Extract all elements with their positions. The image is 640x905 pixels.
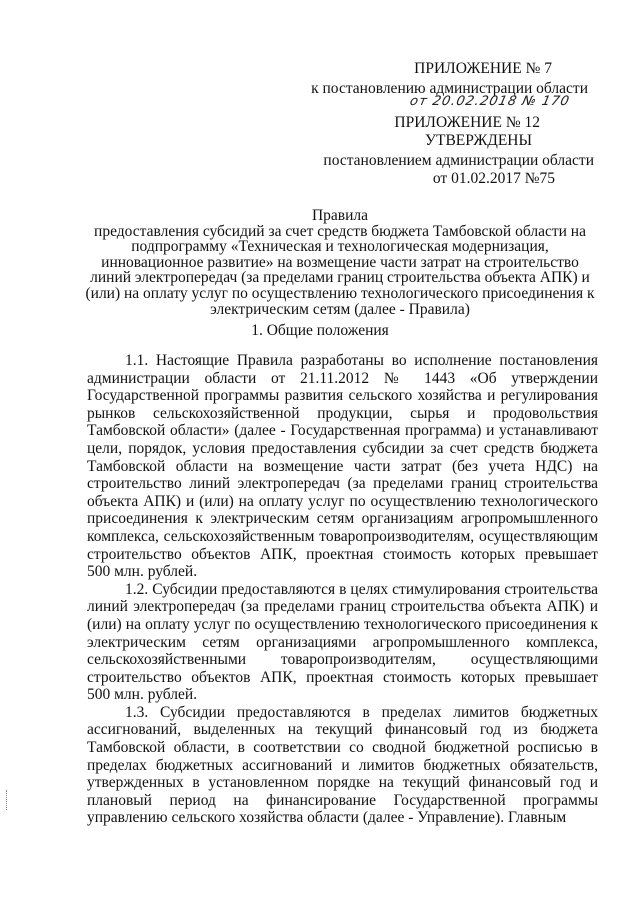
appendix-7-heading: ПРИЛОЖЕНИЕ № 7 [414,60,552,77]
paragraph-line: 1.2. Субсидии предоставляются в целях стимулирования строительства [125,580,598,598]
paragraph-line: 500 млн. рублей. [87,563,198,581]
approved-heading: УТВЕРЖДЕНЫ [425,132,532,149]
paragraph-line: линий электропередач (за пределами границ строительства объекта АПК) и [87,598,598,616]
paragraph-line: плановый период на финансирование Государственной программы [87,791,598,809]
document-title [80,208,600,317]
appendix-12-heading: ПРИЛОЖЕНИЕ № 12 [394,114,540,131]
paragraph-line: администрации области от 21.11.2012 № 1443 «Об утверждении [87,369,598,387]
appendix-7-reference: к постановлению администрации области [311,80,588,97]
paragraph-line: сельскохозяйственными товаропроизводителям, осуществляющими [87,651,598,669]
section-heading: 1. Общие положения [251,322,389,339]
paragraph-line: пределах бюджетных ассигнований и лимитов бюджетных обязательств, [87,756,598,774]
approved-date-line: от 01.02.2017 №75 [432,170,555,187]
paragraph-line: управлению сельского хозяйства области (далее - Управление). Главным [87,809,567,827]
paragraph-line: объекта АПК) и (или) на оплату услуг по осуществлению технологического [87,492,598,510]
paragraph-2 [87,581,598,704]
title-line: линий электропередач (за пределами границ строительства объекта АПК) и [90,269,590,287]
paragraph-line: присоединения к электрическим сетям организациям агропромышленного [87,510,598,528]
paragraph-3 [87,704,598,827]
paragraph-line: Государственной программы развития сельского хозяйства и регулирования [87,387,598,405]
paragraph-line: (или) на оплату услуг по осуществлению технологического присоединения к [87,615,598,633]
body-text [87,352,598,827]
title-head: Правила [311,207,369,224]
paragraph-1 [87,352,598,581]
paragraph-line: Тамбовской области на возмещение части затрат (без учета НДС) на [87,457,598,475]
paragraph-line: электрическим сетям организациями агропромышленного комплекса, [87,633,598,651]
paragraph-line: строительство объектов АПК, проектная стоимость которых превышает [87,668,598,686]
paragraph-line: 1.3. Субсидии предоставляются в пределах лимитов бюджетных [125,703,598,721]
paragraph-line: строительство линий электропередач (за пределами границ строительства [87,475,598,493]
margin-mark [6,790,9,810]
handwritten-date-number: от 20.02.2018 № 170 [408,94,572,109]
paragraph-line: Тамбовской области, в соответствии со сводной бюджетной росписью в [87,739,598,757]
paragraph-line: ассигнований, выделенных на текущий финансовый год из бюджета [87,721,598,739]
paragraph-line: 500 млн. рублей. [87,686,198,704]
paragraph-line: комплекса, сельскохозяйственным товаропроизводителям, осуществляющим [87,527,598,545]
title-line: инновационное развитие» на возмещение части затрат на строительство [101,253,579,271]
approved-by-line: постановлением администрации области [323,152,594,169]
title-line: (или) на оплату услуг по осуществлению технологического присоединения к [85,284,595,302]
title-line: подпрограмму «Техническая и технологическая модернизация, [131,238,549,256]
paragraph-line: 1.1. Настоящие Правила разработаны во исполнение постановления [125,352,598,369]
paragraph-line: Тамбовской области» (далее - Государственная программа) и устанавливают [87,422,598,440]
title-line: предоставления субсидий за счет средств бюджета Тамбовской области на [94,222,586,240]
paragraph-line: цели, порядок, условия предоставления субсидии за счет средств бюджета [87,439,598,457]
title-line: электрическим сетям (далее - Правила) [210,300,470,318]
paragraph-line: рынков сельскохозяйственной продукции, сырья и продовольствия [87,404,598,422]
paragraph-line: утвержденных в установленном порядке на текущий финансовый год и [87,774,598,792]
paragraph-line: строительство объектов АПК, проектная стоимость которых превышает [87,545,598,563]
